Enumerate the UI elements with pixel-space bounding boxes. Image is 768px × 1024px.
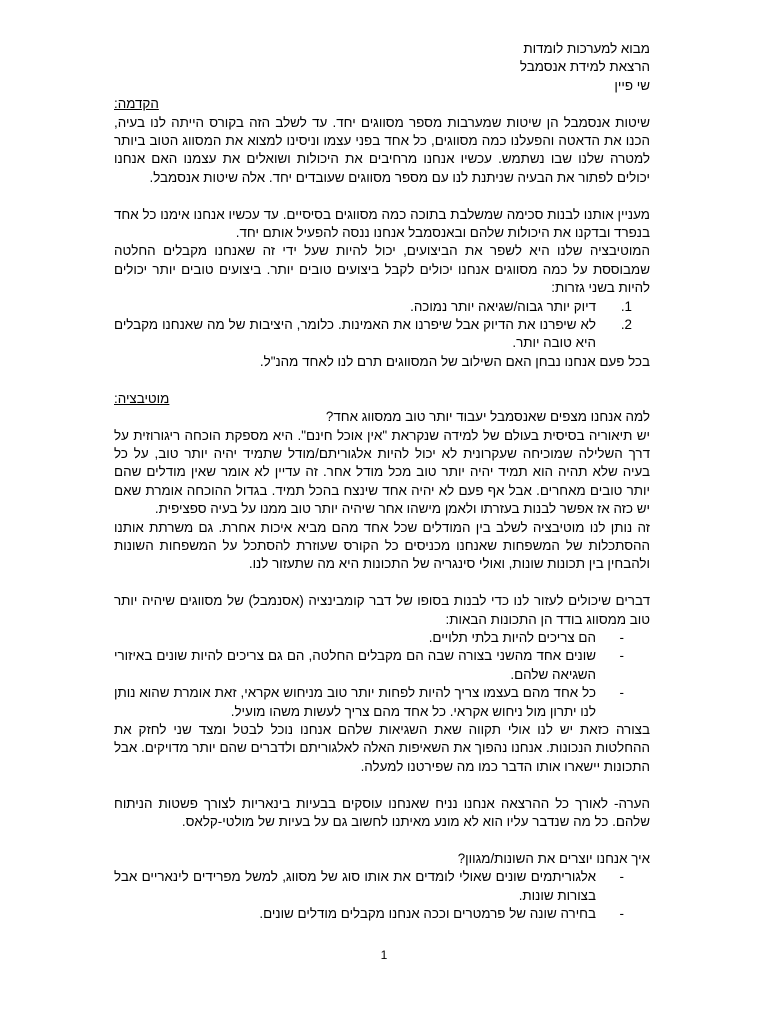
intro-paragraph-3: המוטיבציה שלנו היא לשפר את הביצועים, יכול להיות שעל ידי זה שאנחנו מקבלים החלטה שמבוססת על כמה מסווגים אנחנו יכולים לקבל ביצועים טובים יותר. ביצועים טובים יותר יכולים להיות בשני גזרות: — [114, 243, 650, 296]
page-number: 1 — [380, 948, 388, 962]
diversity-question: איך אנחנו יוצרים את השונות/מגוון? — [457, 850, 650, 866]
lecture-title: הרצאת למידת אנסמבל — [519, 59, 650, 75]
list-item — [114, 684, 650, 721]
motivation-paragraph-3: זה נותן לנו מוטיבציה לשלב בין המודלים שכל אחד מהם מביא איכות אחרת. גם משרתת אותנו ההסתכלות של המשפחות שאנחנו מכניסים כל הקורס שעוזרת להסתכל על המשפחות השונות ולהבחין בין תכונות שונות, ואולי סינגריה של התכונות היא מה שתעזור לנו. — [114, 519, 650, 572]
blank-line — [114, 574, 650, 592]
list-item-text: לא שיפרנו את הדיוק אבל שיפרנו את האמינות. כלומר, היציבות של מה שאנחנו מקבלים היא טובה יותר. — [114, 317, 596, 351]
dash-bullet: - — [619, 906, 624, 922]
dash-bullet: - — [619, 869, 624, 885]
blank-line — [114, 776, 650, 794]
intro-heading: הקדמה: — [114, 96, 159, 112]
diversity-list — [114, 868, 650, 923]
list-item-text: כל אחד מהם בעצמו צריך להיות לפחות יותר טוב מניחוש אקראי, זאת אומרת שהוא נותן לנו יתרון מול ניחוש אקראי. כל אחד מהם צריך לעשות משהו מועיל. — [114, 685, 596, 719]
list-item-text: דיוק יותר גבוה/שגיאה יותר נמוכה. — [410, 298, 596, 314]
list-number: 2. — [620, 317, 632, 333]
dash-bullet: - — [619, 685, 624, 701]
dash-bullet: - — [619, 648, 624, 664]
motivation-paragraph-4: דברים שיכולים לעזור לנו כדי לבנות בסופו של דבר קומבינציה (אסנמבל) של מסווגים שיהיה יותר טוב ממסווג בודד הן התכונות הבאות: — [114, 593, 650, 627]
list-item — [114, 316, 650, 353]
intro-numbered-list — [114, 298, 650, 353]
blank-line — [114, 831, 650, 849]
blank-line — [114, 187, 650, 205]
note-paragraph: הערה- לאורך כל ההרצאה אנחנו נניח שאנחנו עוסקים בבעיות בינאריות לצורך פשטות הניתוח שלהם. כל מה שנדבר עליו הוא לא מונע מאיתנו לחשוב גם על בעיות של מולטי-קלאס. — [114, 795, 650, 829]
author-name: שי פיין — [614, 77, 650, 93]
properties-list — [114, 629, 650, 721]
list-item — [114, 647, 650, 684]
motivation-question: למה אנחנו מצפים שאנסמבל יעבוד יותר טוב ממסווג אחד? — [325, 409, 650, 425]
list-item-text: הם צריכים להיות בלתי תלויים. — [428, 629, 596, 645]
list-item-text: בחירה שונה של פרמטרים וככה אנחנו מקבלים מודלים שונים. — [259, 906, 596, 922]
document-header — [114, 40, 650, 95]
page-footer — [0, 948, 768, 962]
list-item — [114, 905, 650, 923]
list-item — [114, 868, 650, 905]
list-item-text: שונים אחד מהשני בצורה שבה הם מקבלים החלטה, הם גם צריכים להיות שונים באיזורי השגיאה שלהם. — [114, 648, 596, 682]
intro-paragraph-1: שיטות אנסמבל הן שיטות שמערבות מספר מסווגים יחד. עד לשלב הזה בקורס הייתה לנו בעיה, הכנו את הדאטה והפעלנו כמה מסווגים, כל אחד בפני עצמו וניסינו למצוא את המסווג הטוב ביותר למטרה שלנו שבו נשתמש. עכשיו אנחנו מרחיבים את היכולות ושואלים את עצמנו האם אנחנו יכולים לפתור את הבעיה שניתנת לנו עם מספר מסווגים שעובדים יחד. אלה שיטות אנסמבל. — [114, 114, 650, 185]
motivation-paragraph-2: יש תיאוריה בסיסית בעולם של למידה שנקראת "אין אוכל חינם". היא מספקת הוכחה ריגורוזית על דרך השלילה שמוכיחה שעקרונית לא יכול להיות אלגוריתם/מודל שתמיד יהיה יותר טוב, על כל בעיה שלא תהיה הוא תמיד יהיה יותר טוב מכל מודל אחר. זה עדיין לא אומר שאין מודלים שהם יותר טובים מאחרים. אבל אף פעם לא יהיה אחד שינצח בהכל תמיד. בגדול ההוכחה אומרת שאם יש כזה אז אפשר לבנות בעזרתו ולאמן מישהו אחר שיהיה יותר טוב ממנו על בעיה ספציפית. — [114, 427, 650, 517]
list-item — [114, 629, 650, 647]
motivation-heading: מוטיבציה: — [114, 390, 170, 406]
list-item — [114, 298, 650, 316]
list-number: 1. — [620, 298, 632, 314]
document-page — [114, 40, 650, 923]
intro-paragraph-4: בכל פעם אנחנו נבחן האם השילוב של המסווגים תרם לנו לאחד מהנ"ל. — [259, 353, 650, 369]
blank-line — [114, 371, 650, 389]
list-item-text: אלגוריתמים שונים שאולי לומדים את אותו סוג של מסווג, למשל מפרידים לינאריים אבל בצורות שונות. — [114, 869, 596, 903]
intro-paragraph-2: מעניין אותנו לבנות סכימה שמשלבת בתוכה כמה מסווגים בסיסיים. עד עכשיו אנחנו אימנו כל אחד בנפרד ובדקנו את היכולות שלהם ובאנסמבל אנחנו ננסה להפעיל אותם יחד. — [114, 206, 650, 241]
course-title: מבוא למערכות לומדות — [523, 41, 650, 56]
dash-bullet: - — [619, 629, 624, 645]
motivation-paragraph-5: בצורה כזאת יש לנו אולי תקווה שאת השגיאות שלהם אנחנו נוכל לבטל ומצד שני לחזק את ההחלטות הנכונות. אנחנו נהפוך את השאיפות האלה לאלגוריתם ולדברים שהם יותר מדויקים. אבל התכונות יישארו אותו הדבר כמו מה שפירטנו למעלה. — [114, 721, 650, 774]
